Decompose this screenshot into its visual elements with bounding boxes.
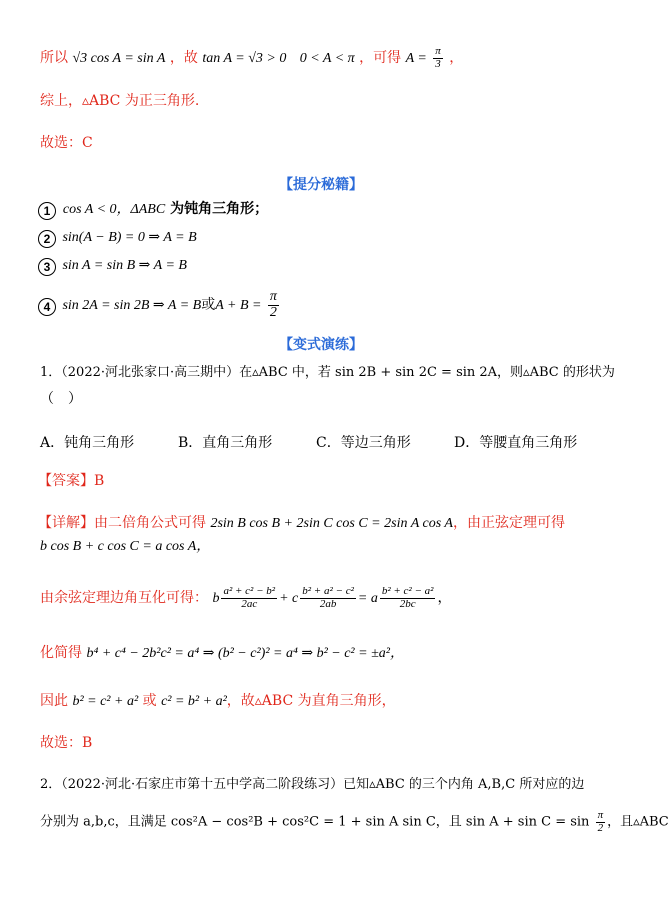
line1-A-eq: A = <box>405 51 427 67</box>
frac-num: π <box>269 289 277 304</box>
tip-or: 或 <box>201 297 216 314</box>
line1-prefix: 所以 <box>40 50 68 67</box>
tip-3 <box>38 258 187 276</box>
hence-eq2: c² = b² + a² <box>161 694 227 709</box>
line1-eq2: tan A = √3 > 0 <box>202 51 287 67</box>
cosine-b: b <box>212 591 220 607</box>
line1-range: 0 < A < π <box>299 51 355 67</box>
circle-num: 2 <box>38 230 56 248</box>
tip-math: sin A = sin B ⇒ A = B <box>62 258 187 273</box>
q2-text-a: 分别为 a,b,c，且满足 cos²A − cos²B + cos²C = 1 + sin A sin C，且 sin A + sin C = sin <box>40 814 590 830</box>
detail-label: 【详解】 <box>38 515 94 531</box>
frac-num: b² + a² − c² <box>302 585 354 597</box>
hence-or: 或 <box>142 693 157 709</box>
hence-tail: ，故▵ABC 为直角三角形， <box>226 693 396 709</box>
question-2-line-2 <box>40 810 669 834</box>
frac-den: 2bc <box>399 597 416 610</box>
detail-eq1: 2sin B cos B + 2sin C cos C = 2sin A cos A <box>210 516 453 531</box>
frac-num: π <box>597 809 604 821</box>
pi-over-2 <box>596 810 606 834</box>
fraction-1 <box>221 586 277 610</box>
hence-line <box>40 694 396 709</box>
pi-over-2 <box>268 290 279 320</box>
fraction-3 <box>380 586 436 610</box>
simplify-eq: b⁴ + c⁴ − 2b²c² = a⁴ ⇒ (b² − c²)² = a⁴ ⇒ b² − c² = ±a²， <box>86 646 404 661</box>
question-1-stem: 1．（2022·河北张家口·高三期中）在▵ABC 中，若 sin 2B + sin 2C = sin 2A，则▵ABC 的形状为 <box>40 365 615 380</box>
answer-line: 【答案】B <box>38 473 105 489</box>
q2-text-b: ，且▵ABC <box>607 814 669 830</box>
question-2-line-1: 2．（2022·河北·石家庄市第十五中学高二阶段练习）已知▵ABC 的三个内角 A,B,C 所对应的边 <box>40 777 585 792</box>
cosine-c: + c <box>279 591 299 607</box>
detail-text2: ，由正弦定理可得 <box>452 515 565 531</box>
cosine-end: ， <box>437 590 452 607</box>
pi-over-3 <box>433 46 443 70</box>
option-d: D．等腰直角三角形 <box>454 435 578 451</box>
frac-den: 2ab <box>319 597 337 610</box>
tips-title: 【提分秘籍】 <box>279 177 363 193</box>
detail-line-2: b cos B + c cos C = a cos A， <box>40 539 211 554</box>
cosine-law-line <box>40 586 451 610</box>
hence-eq1: b² = c² + a² <box>72 694 139 709</box>
hence-text: 因此 <box>40 693 68 709</box>
variant-title: 【变式演练】 <box>279 337 363 353</box>
frac-den: 2 <box>269 304 277 320</box>
option-c: C．等边三角形 <box>316 435 411 451</box>
line1-then: ，可得 <box>359 50 402 67</box>
line1-end: ， <box>449 50 464 67</box>
frac-num: a² + c² − b² <box>223 585 276 597</box>
choose-b-line: 故选：B <box>40 735 93 751</box>
option-a: A．钝角三角形 <box>40 435 135 451</box>
frac-den: 3 <box>435 57 441 70</box>
detail-line-1 <box>38 516 565 531</box>
tip-1 <box>38 202 268 220</box>
simplify-text: 化简得 <box>40 645 82 661</box>
tip-math-b: A + B = <box>215 298 262 314</box>
tip-math-a: sin 2A = sin 2B ⇒ A = B <box>62 298 202 314</box>
choose-c-line: 故选：C <box>40 135 93 151</box>
simplify-line <box>40 646 404 661</box>
circle-num: 1 <box>38 202 56 220</box>
question-1-paren: （ ） <box>40 391 82 407</box>
circle-num: 4 <box>38 298 56 316</box>
frac-num: b² + c² − a² <box>381 585 434 597</box>
frac-num: π <box>435 45 441 57</box>
option-b: B．直角三角形 <box>178 435 273 451</box>
fraction-2 <box>300 586 356 610</box>
tip-math: cos A < 0，ΔABC <box>62 202 166 217</box>
circle-num: 3 <box>38 258 56 276</box>
cosine-text: 由余弦定理边角互化可得： <box>40 590 208 607</box>
line-1 <box>40 46 463 70</box>
frac-den: 2ac <box>241 597 258 610</box>
cosine-eq: = a <box>357 591 378 607</box>
line1-comma: ，故 <box>169 50 198 67</box>
tip-2 <box>38 230 197 248</box>
frac-den: 2 <box>597 821 604 834</box>
tip-text: 为钝角三角形； <box>170 201 269 217</box>
tip-4 <box>38 290 281 320</box>
conclusion-line: 综上，▵ABC 为正三角形. <box>40 93 200 109</box>
tip-math: sin(A − B) = 0 ⇒ A = B <box>62 230 197 245</box>
detail-text1: 由二倍角公式可得 <box>94 515 206 531</box>
line1-eq1: √3 cos A = sin A <box>72 51 166 67</box>
